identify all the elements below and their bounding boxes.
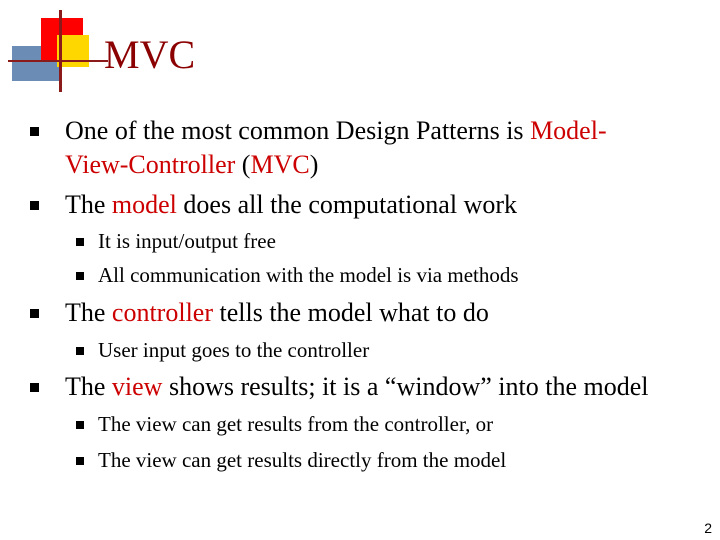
square-bullet-icon	[76, 457, 84, 465]
bullet-text-line2: View-Controller (MVC)	[65, 150, 319, 179]
decoration-horizontal-line	[8, 60, 108, 62]
square-bullet-icon	[76, 238, 84, 246]
sub-bullet-text: It is input/output free	[98, 229, 276, 253]
square-bullet-icon	[30, 309, 39, 318]
square-bullet-icon	[30, 201, 39, 210]
square-bullet-icon	[76, 347, 84, 355]
square-bullet-icon	[76, 272, 84, 280]
bullet-text: One of the most common Design Patterns is Model-	[65, 116, 607, 145]
square-bullet-icon	[30, 383, 39, 392]
page-number: 2	[704, 520, 712, 536]
sub-bullet-text: User input goes to the controller	[98, 338, 370, 362]
sub-bullet-text: The view can get results from the controller, or	[98, 412, 494, 436]
sub-bullet-text: The view can get results directly from the model	[98, 448, 507, 472]
square-bullet-icon	[30, 127, 39, 136]
decoration-vertical-line	[59, 10, 62, 92]
bullet-text: The controller tells the model what to do	[65, 298, 489, 327]
sub-bullet-text: All communication with the model is via methods	[98, 263, 519, 287]
square-bullet-icon	[76, 421, 84, 429]
title-decoration	[0, 0, 110, 100]
bullet-text: The view shows results; it is a “window” into the model	[65, 372, 649, 401]
slide-title: MVC	[104, 32, 196, 77]
bullet-text: The model does all the computational work	[65, 190, 518, 219]
